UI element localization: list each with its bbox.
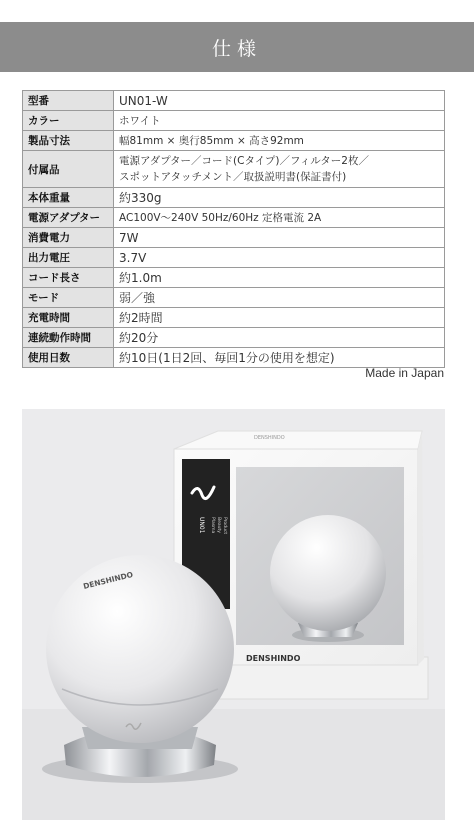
box-model-text: UN01 <box>198 517 205 534</box>
spec-row <box>23 348 445 368</box>
spec-value-line: 約10日(1日2回、毎回1分の使用を想定) <box>119 350 335 365</box>
spec-label: 電源アダプター <box>23 208 114 228</box>
spec-row <box>23 131 445 151</box>
spec-value <box>114 188 445 208</box>
spec-row <box>23 188 445 208</box>
spec-value-line: 約2時間 <box>119 310 163 325</box>
spec-value-line: 弱／強 <box>119 290 156 305</box>
spec-value-line: 約1.0m <box>119 270 162 285</box>
spec-value <box>114 91 445 111</box>
made-in-note: Made in Japan <box>365 366 444 380</box>
spec-value-line: 約330g <box>119 190 162 205</box>
spec-value-line: AC100V～240V 50Hz/60Hz 定格電流 2A <box>119 211 322 224</box>
section-title: 仕様 <box>211 37 262 60</box>
spec-value-line: スポットアタッチメント／取扱説明書(保証書付) <box>119 171 347 183</box>
spec-value <box>114 111 445 131</box>
spec-value <box>114 208 445 228</box>
spec-value-line: 電源アダプター／コード(Cタイプ)／フィルター2枚／ <box>119 155 369 167</box>
spec-label: カラー <box>23 111 114 131</box>
spec-value-line: UN01-W <box>119 93 168 108</box>
spec-value <box>114 228 445 248</box>
spec-label: 使用日数 <box>23 348 114 368</box>
spec-row <box>23 228 445 248</box>
box-tagline-3: Product <box>222 517 227 535</box>
spec-row <box>23 91 445 111</box>
spec-row <box>23 308 445 328</box>
spec-label: コード長さ <box>23 268 114 288</box>
spec-value-line: 3.7V <box>119 250 147 265</box>
spec-value <box>114 348 445 368</box>
spec-value <box>114 131 445 151</box>
spec-value-line: 約20分 <box>119 330 159 345</box>
spec-label: 充電時間 <box>23 308 114 328</box>
spec-value-line: 幅81mm × 奥行85mm × 高さ92mm <box>119 134 304 147</box>
product-photo-illustration <box>22 409 445 820</box>
spec-value-line: ホワイト <box>119 114 161 127</box>
spec-value <box>114 328 445 348</box>
spec-row <box>23 111 445 131</box>
spec-label: 連続動作時間 <box>23 328 114 348</box>
spec-label: 製品寸法 <box>23 131 114 151</box>
spec-label: 付属品 <box>23 151 114 188</box>
spec-value <box>114 268 445 288</box>
spec-value-line: 7W <box>119 230 139 245</box>
spec-label: 本体重量 <box>23 188 114 208</box>
box-side-brand-text: DENSHINDO <box>254 435 285 441</box>
spec-row <box>23 328 445 348</box>
spec-label: 型番 <box>23 91 114 111</box>
spec-label: 消費電力 <box>23 228 114 248</box>
spec-label: 出力電圧 <box>23 248 114 268</box>
spec-value <box>114 248 445 268</box>
spec-label: モード <box>23 288 114 308</box>
spec-value <box>114 308 445 328</box>
spec-row <box>23 288 445 308</box>
product-photo <box>22 409 445 820</box>
spec-row <box>23 268 445 288</box>
spec-value <box>114 288 445 308</box>
spec-value <box>114 151 445 188</box>
spec-row <box>23 248 445 268</box>
spec-row <box>23 151 445 188</box>
box-tagline-1: Plasma <box>210 517 215 534</box>
device-brand-text: DENSHINDO <box>82 569 134 591</box>
spec-row <box>23 208 445 228</box>
box-brand-text: DENSHINDO <box>246 654 301 663</box>
box-tagline-2: Beauty <box>216 517 221 533</box>
spec-table <box>22 90 445 368</box>
section-header <box>0 22 474 72</box>
